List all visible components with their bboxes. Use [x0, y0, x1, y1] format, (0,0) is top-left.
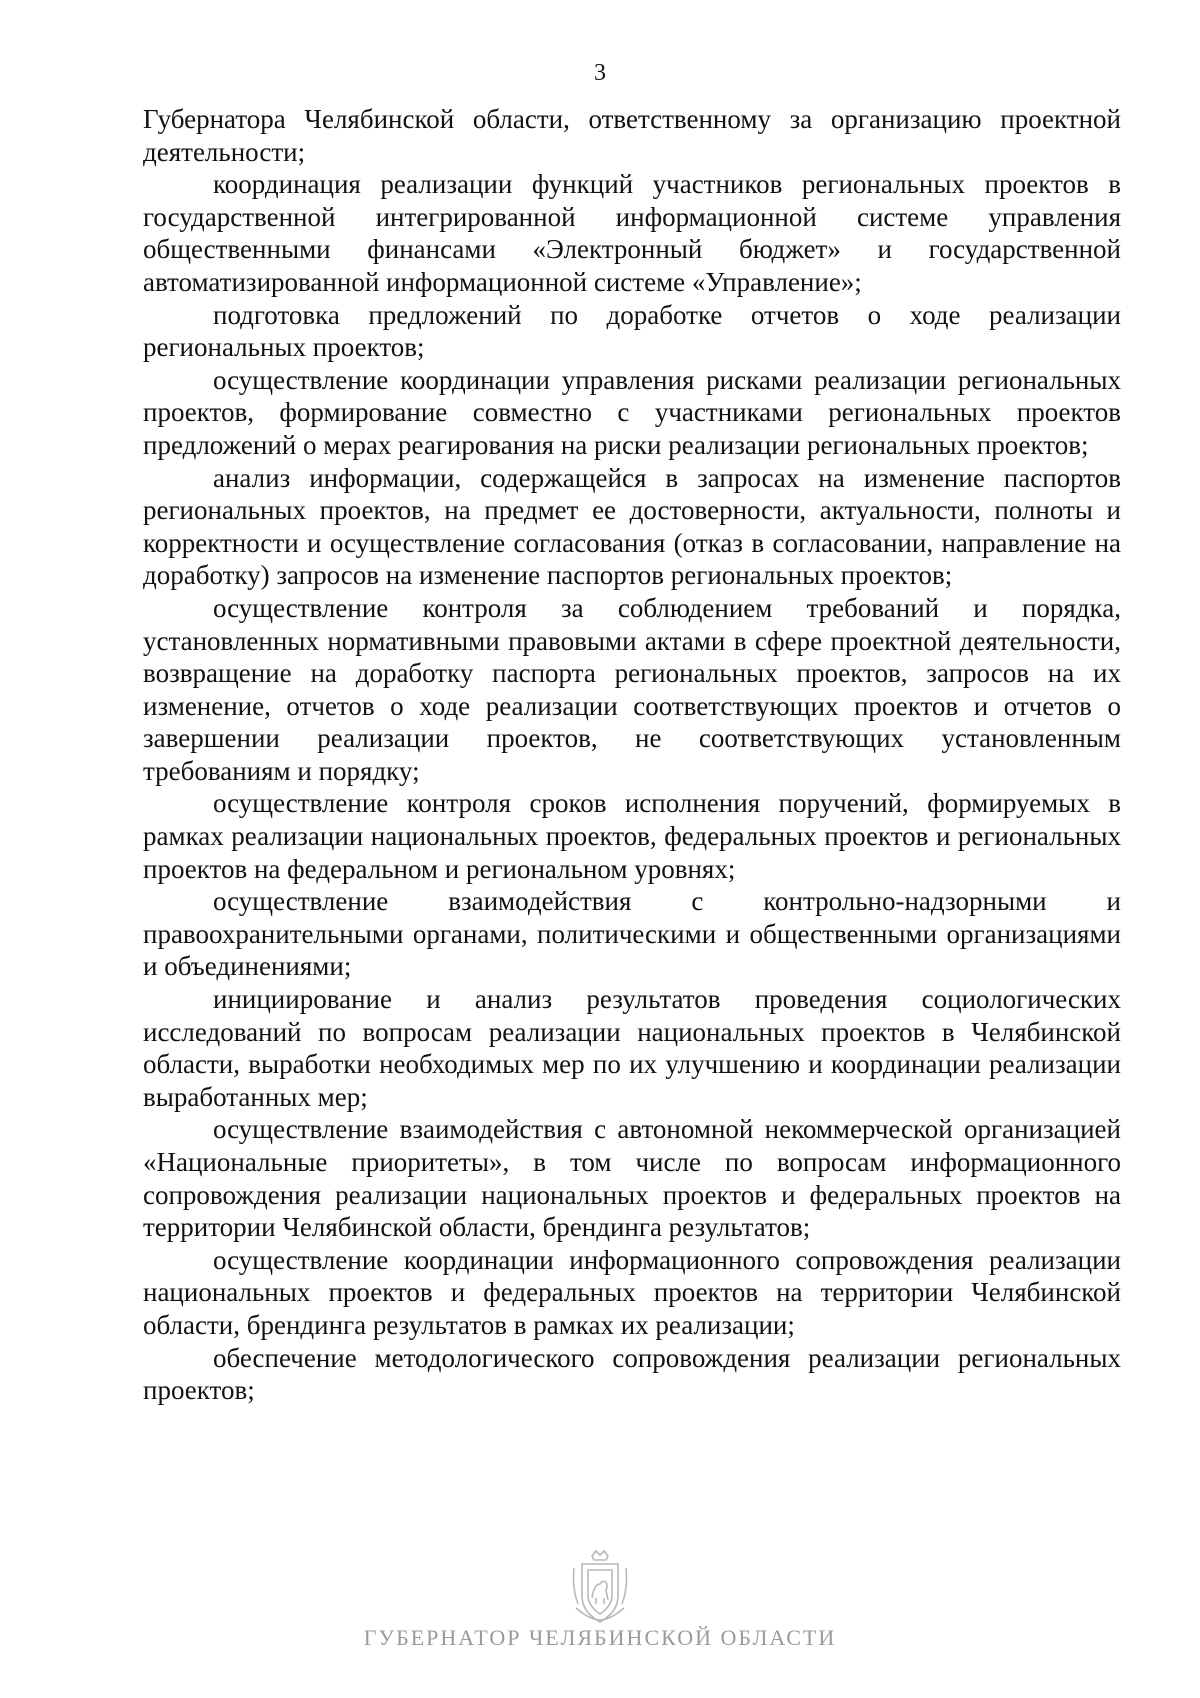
paragraph: обеспечение методологического сопровождения реализации региональных проектов; — [143, 1342, 1121, 1406]
paragraph: осуществление взаимодействия с контрольно-надзорными и правоохранительными органами, политическими и общественными организациями и объединениями; — [143, 886, 1121, 982]
paragraph: Губернатора Челябинской области, ответственному за организацию проектной деятельности; — [143, 104, 1121, 167]
document-body — [143, 103, 1121, 1407]
paragraph: подготовка предложений по доработке отчетов о ходе реализации региональных проектов; — [143, 299, 1121, 363]
coat-of-arms-icon — [570, 1548, 630, 1628]
paragraph: осуществление координации информационного сопровождения реализации национальных проектов и федеральных проектов на территории Челябинской области, брендинга результатов в рамках их реализации; — [143, 1244, 1121, 1340]
watermark-text: ГУБЕРНАТОР ЧЕЛЯБИНСКОЙ ОБЛАСТИ — [363, 1625, 837, 1650]
paragraph: осуществление координации управления рисками реализации региональных проектов, формирование совместно с участниками региональных проектов предложений о мерах реагирования на риски реализации региональных проектов; — [143, 364, 1121, 460]
watermark-emblem — [0, 1548, 1200, 1633]
paragraph: инициирование и анализ результатов проведения социологических исследований по вопросам реализации национальных проектов в Челябинской области, выработки необходимых мер по их улучшению и координации реализации выработанных мер; — [143, 984, 1121, 1112]
paragraph: анализ информации, содержащейся в запросах на изменение паспортов региональных проектов, на предмет ее достоверности, актуальности, полноты и корректности и осуществление согласования (отказ в согласовании, направление на доработку) запросов на изменение паспортов региональных проектов; — [143, 462, 1121, 591]
paragraph: осуществление взаимодействия с автономной некоммерческой организацией «Национальные приоритеты», в том числе по вопросам информационного сопровождения реализации национальных проектов и федеральных проектов на территории Челябинской области, брендинга результатов; — [143, 1114, 1121, 1243]
page-number: 3 — [594, 60, 606, 86]
paragraph: осуществление контроля сроков исполнения поручений, формируемых в рамках реализации национальных проектов, федеральных проектов и региональных проектов на федеральном и региональном уровнях; — [143, 788, 1121, 884]
paragraph: осуществление контроля за соблюдением требований и порядка, установленных нормативными правовыми актами в сфере проектной деятельности, возвращение на доработку паспорта региональных проектов, запросов на их изменение, отчетов о ходе реализации соответствующих проектов и отчетов о завершении реализации проектов, не соответствующих установленным требованиям и порядку; — [143, 592, 1121, 786]
paragraph: координация реализации функций участников региональных проектов в государственной интегрированной информационной системе управления общественными финансами «Электронный бюджет» и государственной автоматизированной информационной системе «Управление»; — [143, 169, 1121, 297]
